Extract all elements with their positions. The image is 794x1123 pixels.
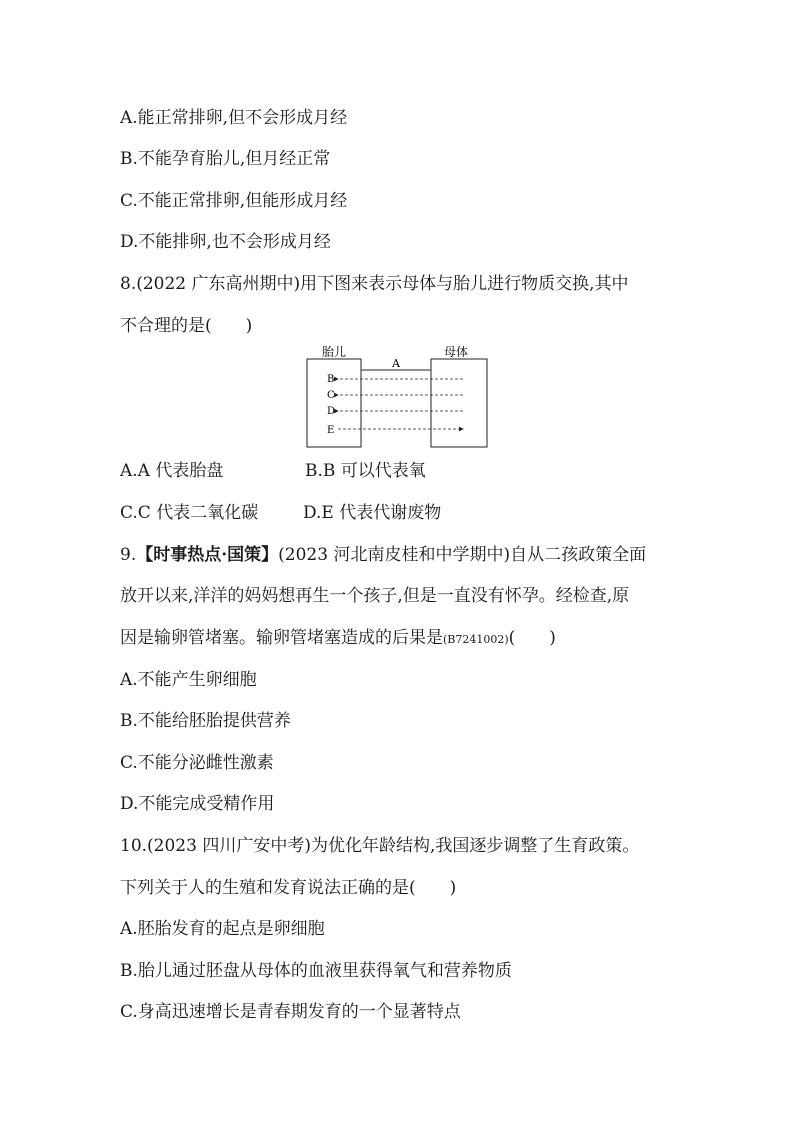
fetus-label: 胎儿 (322, 345, 347, 359)
q9-stem-line1 (120, 543, 646, 567)
mother-label: 母体 (444, 345, 469, 359)
label-e: E (327, 425, 335, 436)
q8-option-d: D.E 代表代谢废物 (303, 503, 442, 523)
q7-option-a: A.能正常排卵,但不会形成月经 (120, 108, 348, 128)
q9-tag: 【时事热点·国策】 (136, 545, 279, 565)
q7-option-d: D.不能排卵,也不会形成月经 (120, 232, 331, 252)
label-a: A (392, 357, 400, 370)
mother-box (431, 359, 487, 447)
q8-option-c: C.C 代表二氧化碳 (120, 503, 259, 523)
q7-option-c: C.不能正常排卵,但能形成月经 (120, 191, 348, 211)
q9-number: 9. (120, 545, 137, 565)
q9-option-b: B.不能给胚胎提供营养 (120, 711, 291, 731)
label-b: B (327, 374, 335, 385)
q9-code: (B7241002) (443, 633, 509, 646)
q8-option-a: A.A 代表胎盘 (120, 461, 224, 481)
q8-stem-line1: 8.(2022 广东高州期中)用下图来表示母体与胎儿进行物质交换,其中 (120, 274, 629, 294)
q9-option-a: A.不能产生卵细胞 (120, 670, 257, 690)
label-d: D (327, 406, 336, 417)
label-c: C (327, 390, 335, 401)
q10-stem-line1: 10.(2023 四川广安中考)为优化年龄结构,我国逐步调整了生育政策。 (120, 836, 640, 856)
q10-option-c: C.身高迅速增长是青春期发育的一个显著特点 (120, 1002, 461, 1022)
q10-option-a: A.胚胎发育的起点是卵细胞 (120, 919, 325, 939)
q9-stem-rest: (2023 河北南皮桂和中学期中)自从二孩政策全面 (278, 545, 647, 565)
q8-stem-line2: 不合理的是( ) (120, 316, 253, 336)
q9-stem-line3 (120, 626, 556, 652)
q8-option-b: B.B 可以代表氧 (305, 461, 426, 481)
q10-stem-line2: 下列关于人的生殖和发育说法正确的是( ) (120, 878, 457, 898)
q9-blank: ( ) (508, 628, 556, 648)
q10-option-b: B.胎儿通过胚盘从母体的血液里获得氧气和营养物质 (120, 961, 512, 981)
q9-stem-main: 因是输卵管堵塞。输卵管堵塞造成的后果是 (120, 628, 443, 648)
q8-exchange-diagram (300, 343, 500, 451)
q9-option-d: D.不能完成受精作用 (120, 794, 275, 814)
q9-option-c: C.不能分泌雌性激素 (120, 753, 274, 773)
q7-option-b: B.不能孕育胎儿,但月经正常 (120, 149, 331, 169)
q9-stem-line2: 放开以来,洋洋的妈妈想再生一个孩子,但是一直没有怀孕。经检查,原 (120, 586, 630, 606)
